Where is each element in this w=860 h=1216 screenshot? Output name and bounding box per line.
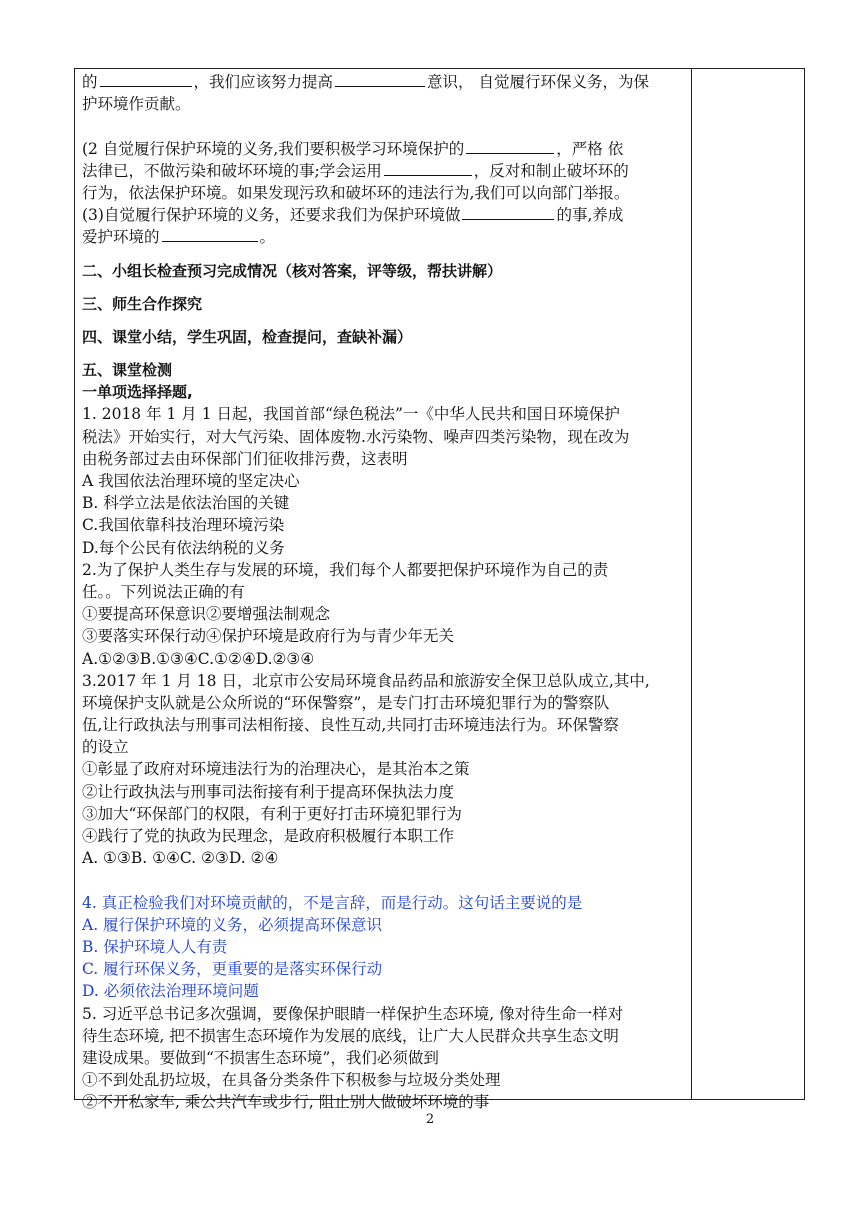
fill-blank — [335, 71, 425, 87]
question-text: 建设成果。要做到“不损害生态环境”，我们必须做到 — [82, 1048, 439, 1067]
answer-option: ①要提高环保意识②要增强法制观念 — [82, 605, 331, 624]
answer-option: A. 履行保护环境的义务，必须提高环保意识 — [82, 915, 383, 934]
section-heading: 一单项选择择题, — [82, 383, 193, 402]
section-heading: 二、小组长检查预习完成情况（核对答案，评等级，帮扶讲解） — [82, 261, 503, 280]
question-text: 2.为了保护人类生存与发展的环境，我们每个人都要把保护环境作为自己的责 — [82, 560, 609, 579]
question-text: 税法》开始实行，对大气污染、固体废物.水污染物、噪声四类污染物，现在改为 — [82, 427, 630, 446]
text: 爱护环境的 — [82, 228, 160, 247]
text: (2 自觉履行保护环境的义务,我们要积极学习环境保护的 — [82, 139, 465, 158]
answer-option: D. 必须依法治理环境问题 — [82, 982, 259, 1001]
fill-blank — [100, 71, 192, 87]
column-divider — [691, 69, 692, 1099]
text-line — [82, 226, 685, 248]
text: ，我们应该努力提高 — [193, 73, 334, 91]
text-line: 行为，依法保护环境。如果发现污玖和破坏环的违法行为,我们可以向部门举报。 — [82, 183, 630, 202]
fill-blank — [466, 138, 554, 154]
question-text: 4. 真正检验我们对环境贡献的，不是言辞，而是行动。这句话主要说的是 — [82, 893, 583, 912]
question-text: 的设立 — [82, 738, 129, 757]
section-heading: 四、课堂小结，学生巩固，检查提问，查缺补漏） — [82, 327, 413, 346]
question-text: 3.2017 年 1 月 18 日，北京市公安局环境食品药品和旅游安全保卫总队成立,其中, — [82, 671, 650, 690]
document-table — [74, 68, 805, 1112]
fill-blank — [384, 160, 472, 176]
question-text: 1. 2018 年 1 月 1 日起，我国首部“绿色税法”一《中华人民共和国日环境保护 — [82, 405, 620, 424]
fill-blank — [162, 226, 258, 242]
text: 的事,养成 — [556, 206, 624, 225]
answer-option: A 我国依法治理环境的坚定决心 — [82, 472, 300, 490]
answer-option: D.每个公民有依法纳税的义务 — [82, 538, 285, 557]
text: ，反对和制止破坏环的 — [473, 161, 629, 180]
section-heading: 三、师生合作探究 — [82, 294, 203, 313]
question-text: 待生态环境, 把不损害生态环境作为发展的底线，让广大人民群众共享生态文明 — [82, 1026, 619, 1045]
answer-choices: A.①②③B.①③④C.①②④D.②③④ — [82, 649, 315, 668]
answer-option: ①彰显了政府对环境违法行为的治理决心，是其治本之策 — [82, 760, 470, 779]
answer-option: B. 保护环境人人有责 — [82, 937, 228, 956]
text-line — [82, 160, 685, 182]
answer-option: C.我国依靠科技治理环境污染 — [82, 516, 285, 535]
answer-option: ④践行了党的执政为民理念，是政府积极履行本职工作 — [82, 827, 455, 845]
text: 意识， 自觉履行环保义务，为保 — [427, 73, 649, 91]
question-text: 伍,让行政执法与刑事司法相衔接、良性互动,共同打击环境违法行为。环保警察 — [82, 716, 619, 735]
text-line — [82, 204, 685, 226]
answer-option: ①不到处乱扔垃圾，在具备分类条件下积极参与垃圾分类处理 — [82, 1071, 501, 1090]
text: (3)自觉履行保护环境的义务，还要求我们为保护环境做 — [82, 206, 461, 225]
text-line: 护环境作贡献。 — [82, 95, 191, 114]
answer-option: ②让行政执法与刑事司法衔接有利于提高环保执法力度 — [82, 782, 455, 801]
text-line — [82, 71, 685, 93]
answer-choices: A. ①③B. ①④C. ②③D. ②④ — [82, 849, 279, 868]
question-text: 任。。下列说法正确的有 — [82, 582, 245, 601]
question-text: 环境保护支队就是公众所说的“环保警察”，是专门打击环境犯罪行为的警察队 — [82, 693, 610, 712]
section-heading: 五、课堂检测 — [82, 361, 173, 380]
question-text: 5. 习近平总书记多次强调，要像保护眼睛一样保护生态环境, 像对待生命一样对 — [82, 1004, 624, 1023]
fill-blank — [462, 204, 554, 220]
text: 。 — [259, 228, 276, 247]
answer-option: ③加大“环保部门的权限，有利于更好打击环境犯罪行为 — [82, 804, 462, 823]
text: 法律已，不做污染和破坏环境的事;学会运用 — [82, 161, 382, 180]
main-content-cell — [82, 71, 685, 1113]
answer-option: B. 科学立法是依法治国的关键 — [82, 494, 290, 513]
text: 的 — [82, 73, 98, 91]
text-line — [82, 138, 685, 160]
answer-option: ③要落实环保行动④保护环境是政府行为与青少年无关 — [82, 627, 455, 646]
question-text: 由税务部过去由环保部门们征收排污费，这表明 — [82, 449, 408, 468]
text: ，严格 依 — [556, 139, 624, 158]
page-number: 2 — [425, 1112, 435, 1127]
answer-option: ②不开私家车, 乘公共汽车或步行, 阻止别人做破坏环境的事 — [82, 1093, 490, 1112]
answer-option: C. 履行环保义务，更重要的是落实环保行动 — [82, 960, 383, 979]
